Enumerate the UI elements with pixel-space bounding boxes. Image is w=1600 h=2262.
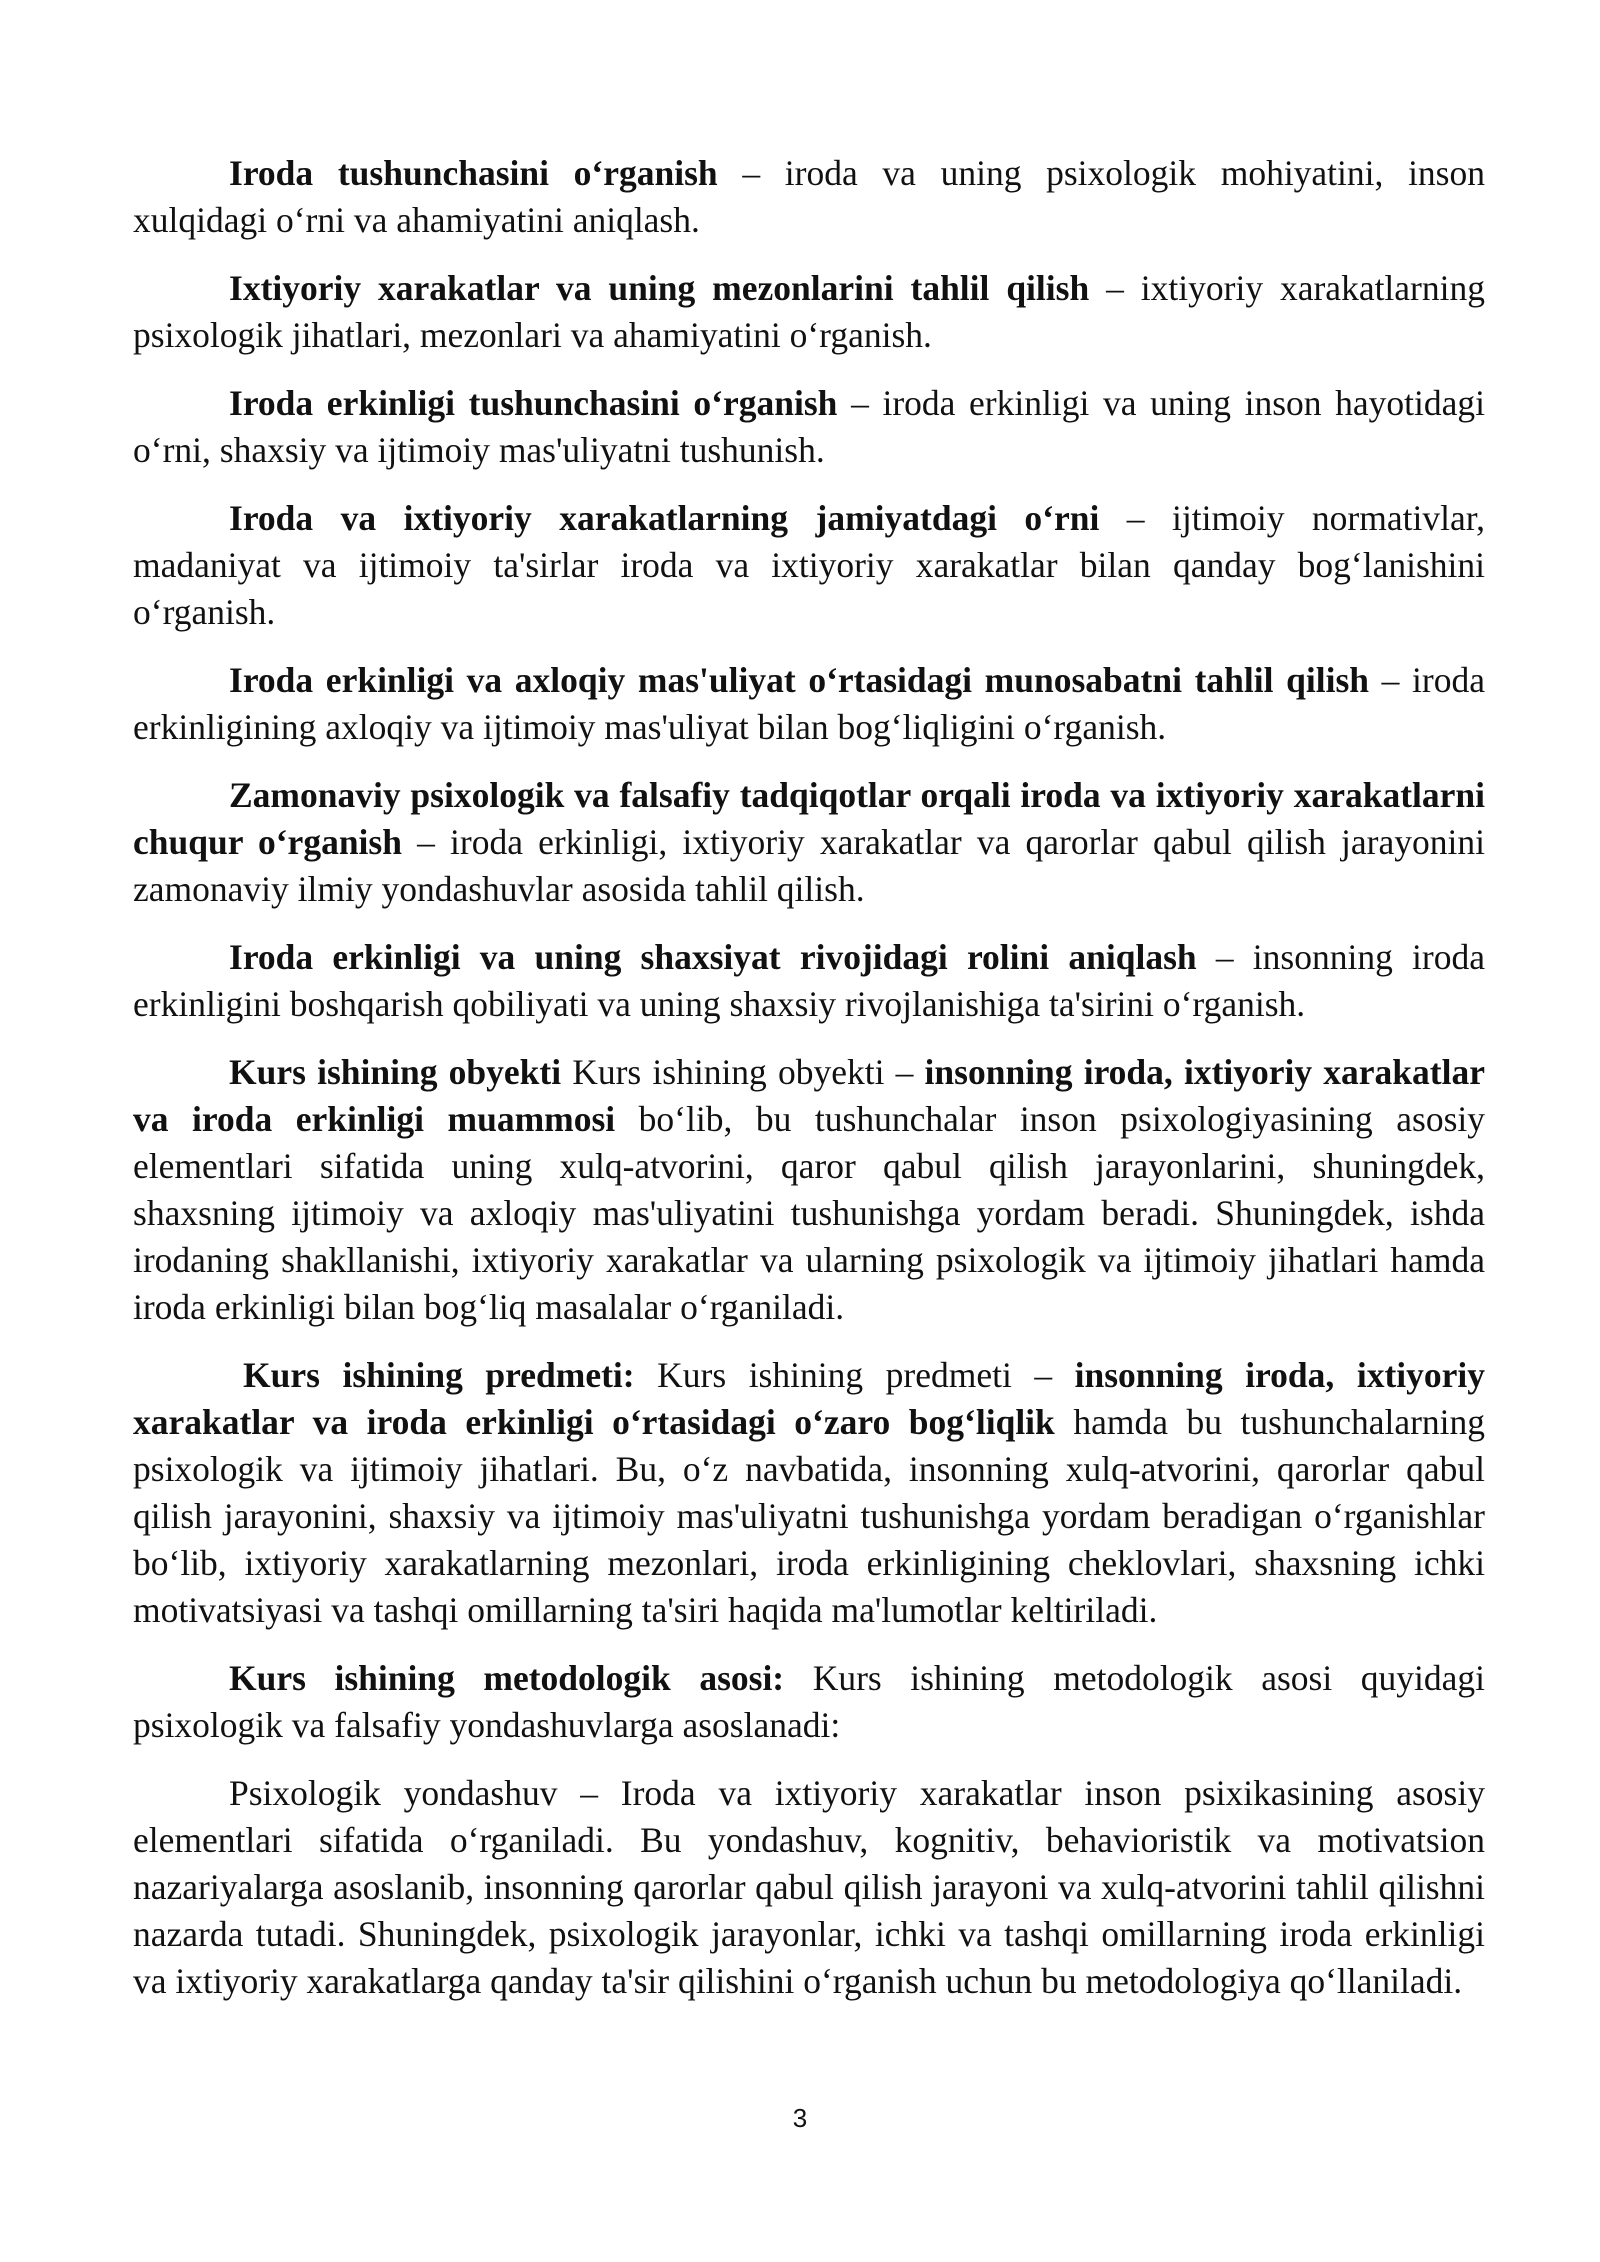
document-page <box>133 150 1485 2026</box>
paragraph-heading: Kurs ishining predmeti: <box>243 1355 635 1395</box>
paragraph-text: Kurs ishining predmeti – <box>634 1355 1075 1395</box>
page-number: 3 <box>792 2103 808 2133</box>
paragraph-text: hamda bu tushunchalarning psixologik va ijtimoiy jihatlari. Bu, o‘z navbatida, insonning xulq-atvorini, qarorlar qabul qilish jarayonini, shaxsiy va ijtimoiy mas'uliyatni tushunishga yordam beradigan o‘rganishlar bo‘lib, ixtiyoriy xarakatlarning mezonlari, iroda erkinligining cheklovlari, shaxsning ichki motivatsiyasi va tashqi omillarning ta'siri haqida ma'lumotlar keltiriladi. <box>133 1402 1486 1630</box>
paragraph-heading: Iroda va ixtiyoriy xarakatlarning jamiyatdagi o‘rni <box>229 498 1100 538</box>
paragraph-metodologik-asos <box>133 1655 1485 1749</box>
paragraph-zamonaviy-tadqiqotlar <box>133 772 1485 913</box>
paragraph-ixtiyoriy-xarakatlar <box>133 265 1485 359</box>
paragraph-psixologik-yondashuv <box>133 1770 1485 2005</box>
paragraph-heading: Iroda erkinligi va axloqiy mas'uliyat o‘rtasidagi munosabatni tahlil qilish <box>229 660 1370 700</box>
paragraph-shaxsiyat-rivoji <box>133 934 1485 1028</box>
paragraph-text: – iroda erkinligi va uning inson hayotidagi o‘rni, shaxsiy va ijtimoiy mas'uliyatni tushunish. <box>133 383 1486 470</box>
paragraph-text: bo‘lib, bu tushunchalar inson psixologiyasining asosiy elementlari sifatida uning xulq-atvorini, qaror qabul qilish jarayonlarini, shuningdek, shaxsning ijtimoiy va axloqiy mas'uliyatini tushunishga yordam beradi. Shuningdek, ishda irodaning shakllanishi, ixtiyoriy xarakatlar va ularning psixologik va ijtimoiy jihatlari hamda iroda erkinligi bilan bog‘liq masalalar o‘rganiladi. <box>133 1099 1486 1327</box>
paragraph-text: – iroda erkinligi, ixtiyoriy xarakatlar va qarorlar qabul qilish jarayonini zamonaviy ilmiy yondashuvlar asosida tahlil qilish. <box>133 822 1485 909</box>
paragraph-text: – ixtiyoriy xarakatlarning psixologik jihatlari, mezonlari va ahamiyatini o‘rganish. <box>133 268 1485 355</box>
paragraph-text: – insonning iroda erkinligini boshqarish qobiliyati va uning shaxsiy rivojlanishiga ta'sirini o‘rganish. <box>133 937 1485 1024</box>
paragraph-text: – iroda va uning psixologik mohiyatini, inson xulqidagi o‘rni va ahamiyatini aniqlash. <box>133 153 1486 240</box>
paragraph-text: – iroda erkinligining axloqiy va ijtimoiy mas'uliyat bilan bog‘liqligini o‘rganish. <box>133 660 1485 747</box>
paragraph-heading: Ixtiyoriy xarakatlar va uning mezonlarini tahlil qilish <box>229 268 1090 308</box>
paragraph-jamiyatdagi-orni <box>133 495 1485 636</box>
paragraph-emphasis: insonning iroda, ixtiyoriy xarakatlar va iroda erkinligi o‘rtasidagi o‘zaro bog‘liqlik <box>133 1355 1485 1442</box>
paragraph-text: Kurs ishining metodologik asosi quyidagi psixologik va falsafiy yondashuvlarga asoslanadi: <box>133 1658 1485 1745</box>
paragraph-kurs-obyekti <box>133 1049 1485 1331</box>
paragraph-iroda-tushunchasi <box>133 150 1485 244</box>
paragraph-iroda-erkinligi <box>133 380 1485 474</box>
paragraph-heading: Kurs ishining metodologik asosi: <box>229 1658 785 1698</box>
paragraph-text: Kurs ishining obyekti – <box>561 1052 925 1092</box>
paragraph-kurs-predmeti <box>133 1352 1485 1634</box>
paragraph-heading: Kurs ishining obyekti <box>229 1052 562 1092</box>
paragraph-text: Psixologik yondashuv – Iroda va ixtiyoriy xarakatlar inson psixikasining asosiy elementlari sifatida o‘rganiladi. Bu yondashuv, kognitiv, behavioristik va motivatsion nazariyalarga asoslanib, insonning qarorlar qabul qilish jarayoni va xulq-atvorini tahlil qilishni nazarda tutadi. Shuningdek, psixologik jarayonlar, ichki va tashqi omillarning iroda erkinligi va ixtiyoriy xarakatlarga qanday ta'sir qilishini o‘rganish uchun bu metodologiya qo‘llaniladi. <box>133 1773 1485 2001</box>
paragraph-emphasis: insonning iroda, ixtiyoriy xarakatlar va iroda erkinligi muammosi <box>133 1052 1485 1139</box>
paragraph-heading: Zamonaviy psixologik va falsafiy tadqiqotlar orqali iroda va ixtiyoriy xarakatlarni chuqur o‘rganish <box>133 775 1485 862</box>
paragraph-heading: Iroda erkinligi tushunchasini o‘rganish <box>229 383 838 423</box>
paragraph-heading: Iroda erkinligi va uning shaxsiyat rivojidagi rolini aniqlash <box>229 937 1197 977</box>
paragraph-axloqiy-masuliyat <box>133 657 1485 751</box>
paragraph-heading: Iroda tushunchasini o‘rganish <box>229 153 718 193</box>
paragraph-text: – ijtimoiy normativlar, madaniyat va ijtimoiy ta'sirlar iroda va ixtiyoriy xarakatlar bilan qanday bog‘lanishini o‘rganish. <box>133 498 1485 632</box>
